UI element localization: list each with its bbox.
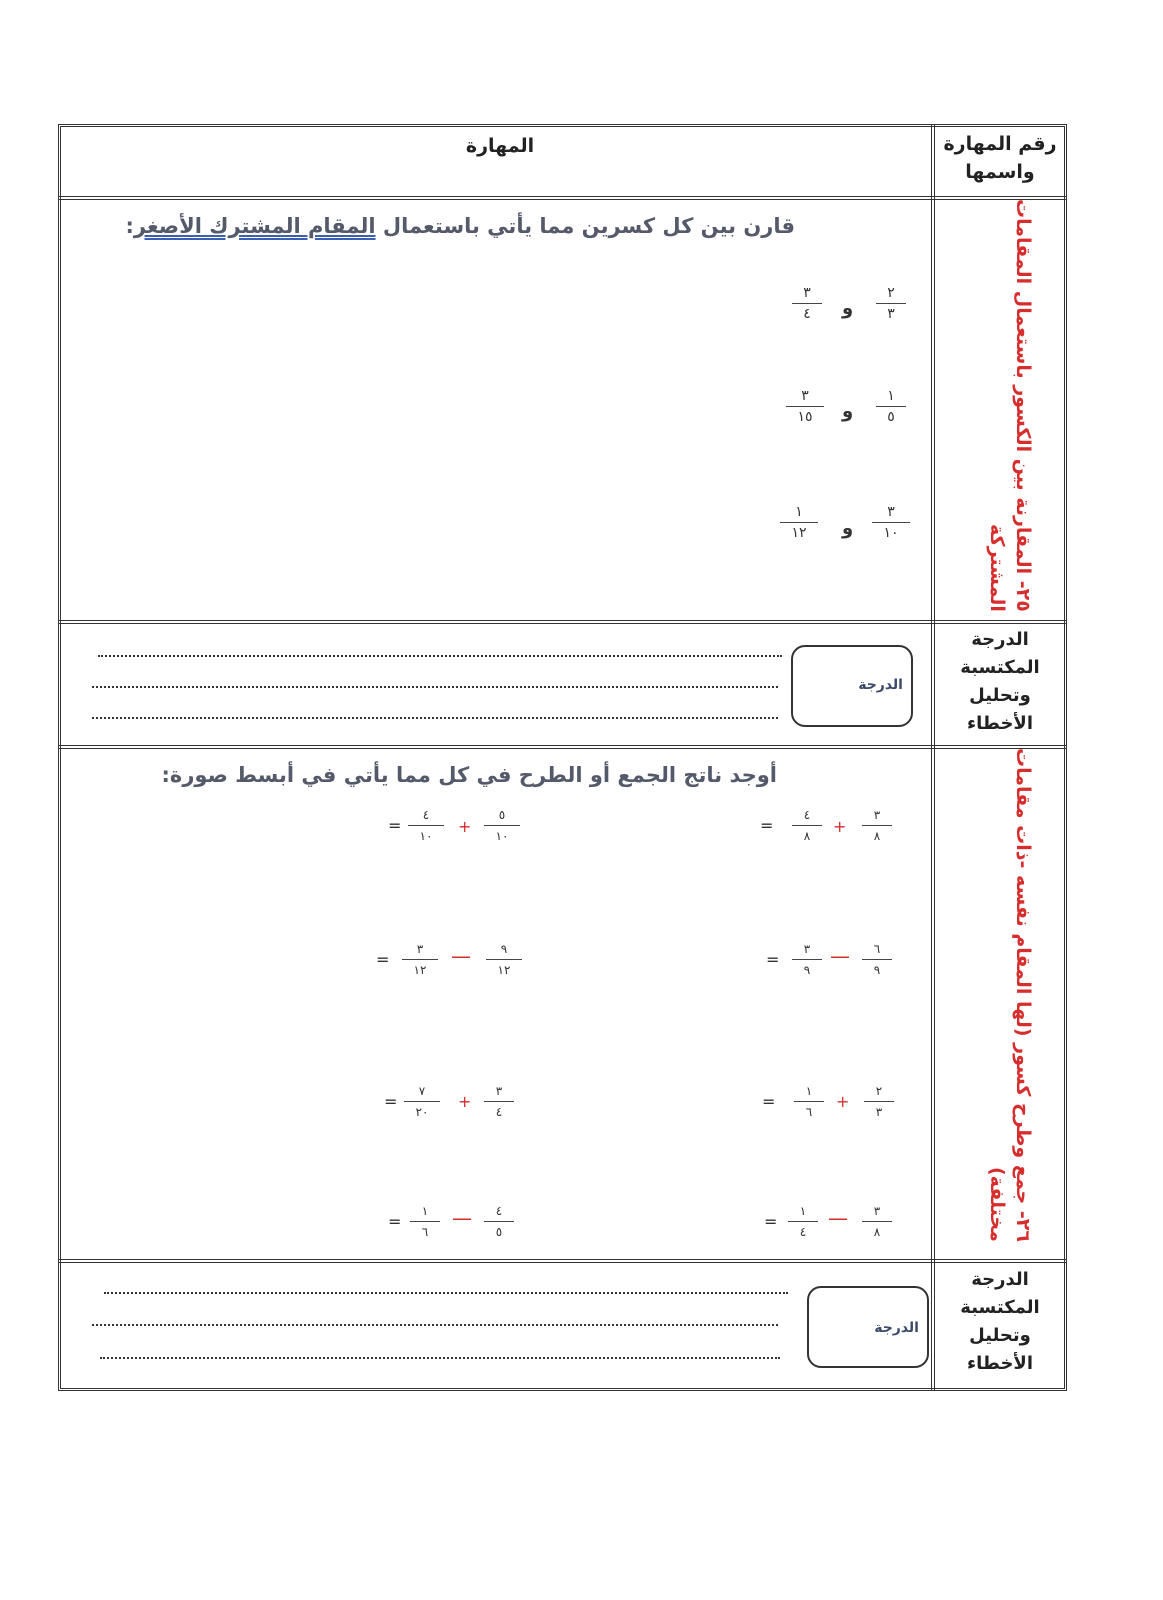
grade-analysis-label: الدرجة المكتسبة وتحليل الأخطاء bbox=[960, 1269, 1040, 1374]
fraction: ١ ٤ bbox=[788, 1203, 818, 1240]
fraction: ١ ١٢ bbox=[780, 504, 818, 541]
minus-sign: — bbox=[828, 1206, 848, 1230]
fraction: ٢ ٣ bbox=[864, 1083, 894, 1120]
conjunction-and: و bbox=[842, 518, 854, 539]
fraction: ٢ ٣ bbox=[876, 285, 906, 322]
fraction: ٣ ١٠ bbox=[872, 504, 910, 541]
worksheet-frame bbox=[58, 124, 1067, 1391]
fraction: ٣ ٨ bbox=[862, 1203, 892, 1240]
fraction: ٥ ١٠ bbox=[484, 807, 520, 844]
divider-s26 bbox=[58, 1259, 1067, 1263]
grade-box-label: الدرجة bbox=[874, 1320, 919, 1336]
fraction: ٣ ٩ bbox=[792, 941, 822, 978]
answer-line[interactable] bbox=[104, 1292, 788, 1294]
grade-box[interactable] bbox=[807, 1286, 929, 1368]
fraction: ١ ٥ bbox=[876, 388, 906, 425]
fraction: ٤ ٥ bbox=[484, 1203, 514, 1240]
divider-header bbox=[58, 196, 1067, 200]
skill-26-name: ٢٦- جمع وطرح كسور (لها المقام نفسه -ذات مقامات مختلفة) bbox=[986, 748, 1034, 1242]
plus-sign: + bbox=[833, 817, 847, 836]
answer-line[interactable] bbox=[92, 1324, 778, 1326]
answer-line[interactable] bbox=[92, 686, 778, 688]
conjunction-and: و bbox=[842, 401, 854, 422]
answer-line[interactable] bbox=[100, 1357, 780, 1359]
equals-sign: = bbox=[762, 1092, 776, 1111]
fraction: ٩ ١٢ bbox=[486, 941, 522, 978]
answer-line[interactable] bbox=[92, 717, 778, 719]
fraction: ١ ٦ bbox=[410, 1203, 440, 1240]
fraction: ٣ ٤ bbox=[792, 285, 822, 322]
header-skill: المهارة bbox=[465, 135, 535, 157]
header-skill-number: رقم المهارة واسمها bbox=[943, 133, 1057, 183]
minus-sign: — bbox=[451, 944, 471, 968]
divider-grade1 bbox=[58, 745, 1067, 749]
skill-26-instruction: أوجد ناتج الجمع أو الطرح في كل مما يأتي في أبسط صورة: bbox=[161, 763, 777, 787]
equals-sign: = bbox=[384, 1092, 398, 1111]
equals-sign: = bbox=[760, 816, 774, 835]
grade-box-label: الدرجة bbox=[858, 677, 903, 693]
equals-sign: = bbox=[766, 950, 780, 969]
grade-analysis-label: الدرجة المكتسبة وتحليل الأخطاء bbox=[960, 629, 1040, 734]
conjunction-and: و bbox=[842, 298, 854, 319]
fraction: ٧ ٢٠ bbox=[404, 1083, 440, 1120]
minus-sign: — bbox=[830, 944, 850, 968]
equals-sign: = bbox=[376, 950, 390, 969]
grade-box[interactable] bbox=[791, 645, 913, 727]
answer-line[interactable] bbox=[98, 655, 782, 657]
column-divider bbox=[931, 124, 935, 1391]
divider-s25 bbox=[58, 620, 1067, 624]
minus-sign: — bbox=[452, 1206, 472, 1230]
equals-sign: = bbox=[388, 816, 402, 835]
equals-sign: = bbox=[764, 1212, 778, 1231]
plus-sign: + bbox=[458, 817, 472, 836]
skill-25-name: ٢٥- المقارنة بين الكسور باستعمال المقامات المشتركة bbox=[986, 199, 1034, 612]
fraction: ٣ ١٥ bbox=[786, 388, 824, 425]
fraction: ٣ ١٢ bbox=[402, 941, 438, 978]
plus-sign: + bbox=[836, 1092, 850, 1111]
equals-sign: = bbox=[388, 1212, 402, 1231]
skill-25-instruction: قارن بين كل كسرين مما يأتي باستعمال المقام المشترك الأصغر: bbox=[125, 214, 795, 238]
fraction: ٤ ١٠ bbox=[408, 807, 444, 844]
fraction: ٣ ٨ bbox=[862, 807, 892, 844]
fraction: ١ ٦ bbox=[794, 1083, 824, 1120]
fraction: ٤ ٨ bbox=[792, 807, 822, 844]
fraction: ٣ ٤ bbox=[484, 1083, 514, 1120]
plus-sign: + bbox=[458, 1092, 472, 1111]
fraction: ٦ ٩ bbox=[862, 941, 892, 978]
